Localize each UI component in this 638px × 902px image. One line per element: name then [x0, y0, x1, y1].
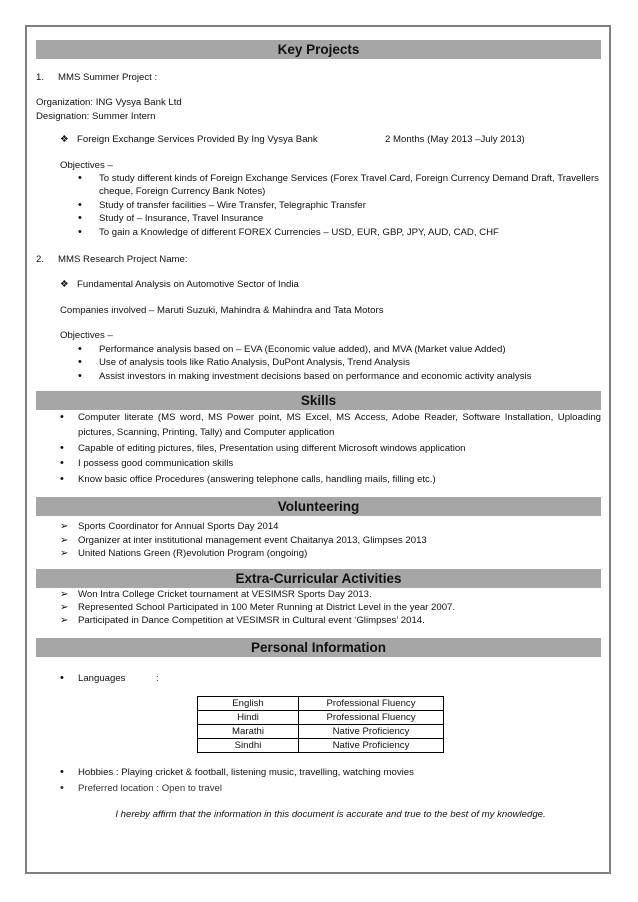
project1-title: MMS Summer Project : — [58, 72, 158, 83]
diamond-bullet-icon: ❖ — [60, 134, 69, 146]
project2-topic: Fundamental Analysis on Automotive Sector of India — [77, 279, 299, 291]
diamond-bullet-icon: ❖ — [60, 279, 69, 291]
language-level: Native Proficiency — [299, 725, 444, 739]
language-name: Sindhi — [198, 739, 299, 753]
list-item: ➢ Sports Coordinator for Annual Sports Day 2014 — [60, 520, 601, 533]
section-header-volunteering: Volunteering — [36, 497, 601, 516]
list-item: • Use of analysis tools like Ratio Analysis, DuPont Analysis, Trend Analysis — [76, 356, 601, 369]
project2-companies: Companies involved – Maruti Suzuki, Mahindra & Mahindra and Tata Motors — [60, 304, 384, 316]
list-item: • Know basic office Procedures (answering telephone calls, handling mails, filling etc.) — [60, 472, 601, 488]
list-item: ➢ Represented School Participated in 100 Meter Running at District Level in the year 2007. — [60, 601, 601, 614]
section-header-skills: Skills — [36, 391, 601, 410]
hobbies: • Hobbies : Playing cricket & football, listening music, travelling, watching movies — [60, 765, 601, 781]
project1-heading — [36, 71, 601, 84]
table-row — [198, 697, 444, 711]
section-header-extra-curricular: Extra-Curricular Activities — [36, 569, 601, 588]
list-item: • Performance analysis based on – EVA (Economic value added), and MVA (Market value Added) — [76, 343, 601, 356]
list-item: ➢ Participated in Dance Competition at VESIMSR in Cultural event ‘Glimpses’ 2014. — [60, 614, 601, 627]
table-row — [198, 711, 444, 725]
languages-item — [60, 671, 601, 687]
project2-objectives-label: Objectives – — [60, 330, 113, 342]
languages-table — [197, 696, 444, 753]
language-name: Marathi — [198, 725, 299, 739]
project2-number: 2. — [36, 254, 45, 266]
personal-details-list — [36, 765, 601, 796]
project1-objectives-list — [36, 172, 601, 239]
list-item: • To study different kinds of Foreign Exchange Services (Forex Travel Card, Foreign Currency Demand Draft, Travellers cheque, Foreign Currency Bank Notes) — [76, 172, 601, 199]
language-name: Hindi — [198, 711, 299, 725]
list-item: • Study of – Insurance, Travel Insurance — [76, 212, 601, 225]
section-header-personal-information: Personal Information — [36, 638, 601, 657]
project1-organization: Organization: ING Vysya Bank Ltd — [36, 97, 182, 109]
project2-heading — [36, 253, 601, 266]
project1-designation: Designation: Summer Intern — [36, 110, 156, 122]
resume-content — [36, 36, 601, 822]
affirmation-statement: I hereby affirm that the information in this document is accurate and true to the best of my knowledge. — [115, 809, 546, 821]
list-item: • To gain a Knowledge of different FOREX Currencies – USD, EUR, GBP, JPY, AUD, CAD, CHF — [76, 226, 601, 239]
skills-list — [36, 410, 601, 488]
language-level: Native Proficiency — [299, 739, 444, 753]
languages-line — [36, 671, 601, 687]
project2-objectives-list — [36, 343, 601, 383]
project2-topic-line — [36, 278, 601, 291]
project1-objectives-label: Objectives – — [60, 159, 113, 171]
language-level: Professional Fluency — [299, 697, 444, 711]
language-level: Professional Fluency — [299, 711, 444, 725]
list-item: • Study of transfer facilities – Wire Transfer, Telegraphic Transfer — [76, 199, 601, 212]
languages-label: Languages — [78, 672, 126, 684]
project1-number: 1. — [36, 72, 45, 83]
list-item: • Computer literate (MS word, MS Power point, MS Excel, MS Access, Adobe Reader, Software Installation, Uploading pictures, Scanning, Printing, Tally) and Computer application — [60, 410, 601, 441]
list-item: • Assist investors in making investment decisions based on performance and economic activity analysis — [76, 370, 601, 383]
project1-topic: Foreign Exchange Services Provided By Ing Vysya Bank — [77, 134, 318, 146]
list-item: • I possess good communication skills — [60, 456, 601, 472]
language-name: English — [198, 697, 299, 711]
table-row — [198, 725, 444, 739]
extra-curricular-list — [36, 588, 601, 628]
project1-topic-line — [36, 133, 601, 146]
volunteering-list — [36, 520, 601, 560]
list-item: ➢ Won Intra College Cricket tournament at VESIMSR Sports Day 2013. — [60, 588, 601, 601]
list-item: • Capable of editing pictures, files, Presentation using different Microsoft windows application — [60, 441, 601, 457]
list-item: ➢ United Nations Green (R)evolution Program (ongoing) — [60, 547, 601, 560]
list-item: ➢ Organizer at inter institutional management event Chaitanya 2013, Glimpses 2013 — [60, 534, 601, 547]
languages-colon: : — [156, 672, 159, 684]
project1-duration: 2 Months (May 2013 –July 2013) — [385, 134, 525, 146]
preferred-location: • Preferred location : Open to travel — [60, 781, 601, 797]
section-header-key-projects: Key Projects — [36, 40, 601, 59]
table-row — [198, 739, 444, 753]
project2-title: MMS Research Project Name: — [58, 254, 188, 266]
